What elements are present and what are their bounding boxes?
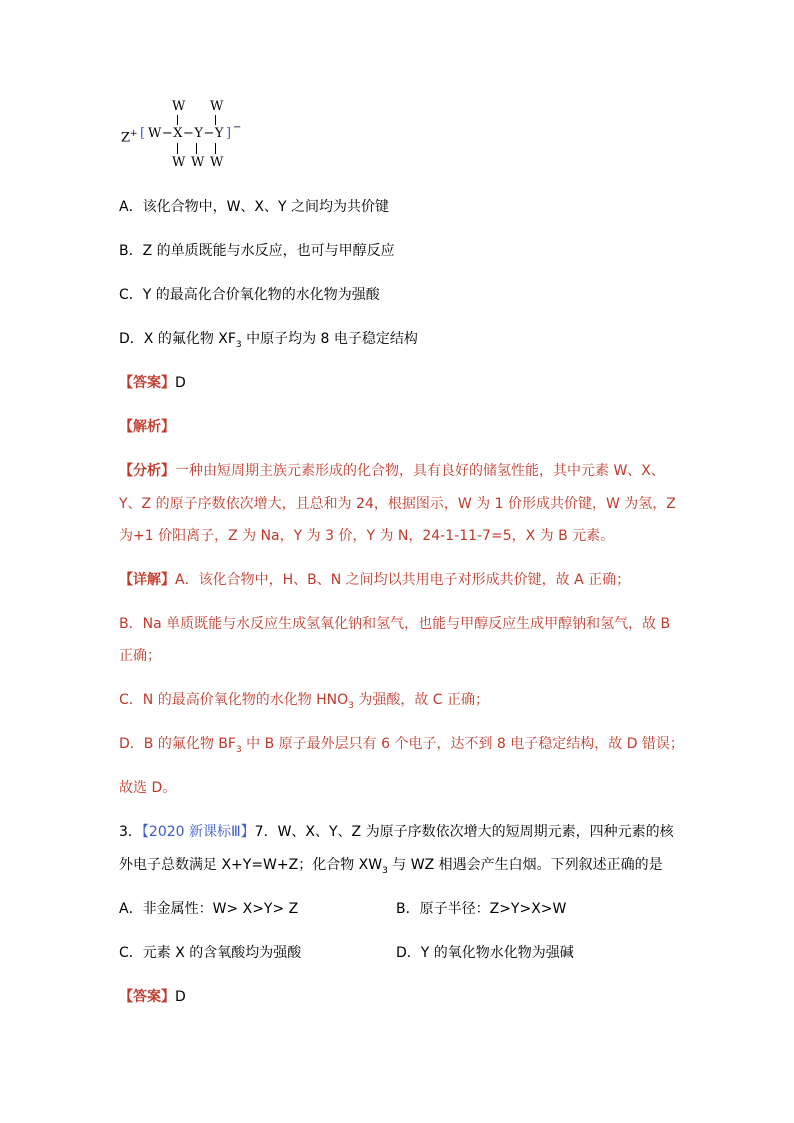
close-bracket: ] [226, 126, 232, 141]
open-bracket: [ [140, 126, 146, 141]
q3-option-a: A．非金属性：W> X>Y> Z [119, 901, 299, 917]
q3-source-tag: 【2020 新课标Ⅲ】 [141, 824, 255, 840]
bond-line [177, 115, 178, 125]
atom-w-top-2: W [210, 99, 224, 114]
q2-option-a: A．该化合物中，W、X、Y 之间均为共价键 [119, 199, 390, 215]
atom-w-top-1: W [172, 99, 186, 114]
answer-label: 【答案】 [119, 375, 175, 391]
anion-charge: − [233, 122, 242, 133]
conclusion: 故选 D。 [119, 780, 177, 796]
q2-option-b: B．Z 的单质既能与水反应，也可与甲醇反应 [119, 243, 395, 259]
fenxi-line-3: 为+1 价阳离子，Z 为 Na，Y 为 3 价，Y 为 N，24-1-11-7=5，X 为 B 元素。 [119, 528, 615, 544]
atom-chain: W−X−Y−Y [148, 126, 224, 141]
xiangjie-a: 【详解】A．该化合物中，H、B、N 之间均以共用电子对形成共价键，故 A 正确； [119, 572, 631, 588]
bond-line [215, 115, 216, 125]
answer-label: 【答案】 [119, 989, 175, 1005]
bond-line [196, 143, 197, 154]
q2-option-c: C．Y 的最高化合价氧化物的水化物为强酸 [119, 287, 380, 303]
bond-line [215, 143, 216, 154]
bond-line [177, 143, 178, 154]
xiangjie-d: D．B 的氟化物 $BF_3$ 中 B 原子最外层只有 6 个电子，达不到 8 电子稳定结构，故 D 错误； [119, 736, 684, 755]
atom-w-bottom-2: W [191, 155, 205, 170]
analysis-heading: 【解析】 [119, 419, 175, 435]
xiangjie-b-line-1: B．Na 单质既能与水反应生成氢氧化钠和氢气，也能与甲醇反应生成甲醇钠和氢气，故 B [119, 616, 671, 632]
atom-w-bottom-1: W [172, 155, 186, 170]
cation-label: Z+ [121, 129, 138, 146]
q3-stem-line-1: 3．【2020 新课标Ⅲ】7．W、X、Y、Z 为原子序数依次增大的短周期元素，四种元素的核 [119, 824, 674, 840]
q2-option-d: D．X 的氟化物 $XF_3$ 中原子均为 8 电子稳定结构 [119, 331, 418, 350]
q3-answer [119, 987, 186, 1007]
fenxi-line-2: Y、Z 的原子序数依次增大，且总和为 24，根据图示，W 为 1 价形成共价键，W 为氢，Z [119, 496, 676, 512]
q3-option-b: B．原子半径：Z>Y>X>W [396, 901, 567, 917]
q3-option-d: D．Y 的氧化物水化物为强碱 [396, 945, 574, 961]
q3-option-c: C．元素 X 的含氧酸均为强酸 [119, 945, 302, 961]
answer-value: D [175, 989, 186, 1005]
q2-answer [119, 373, 186, 393]
fenxi-line-1: 【分析】一种由短周期主族元素形成的化合物，具有良好的储氢性能，其中元素 W、X、 [119, 463, 665, 479]
q3-stem-line-2: 外电子总数满足 X+Y=W+Z；化合物 $XW_3$ 与 WZ 相遇会产生白烟。下列叙述正确的是 [119, 857, 663, 876]
answer-value: D [175, 375, 186, 391]
atom-w-bottom-3: W [210, 155, 224, 170]
xiangjie-b-line-2: 正确； [119, 648, 161, 664]
xiangjie-c: C．N 的最高价氧化物的水化物 $HNO_3$ 为强酸，故 C 正确； [119, 692, 490, 711]
